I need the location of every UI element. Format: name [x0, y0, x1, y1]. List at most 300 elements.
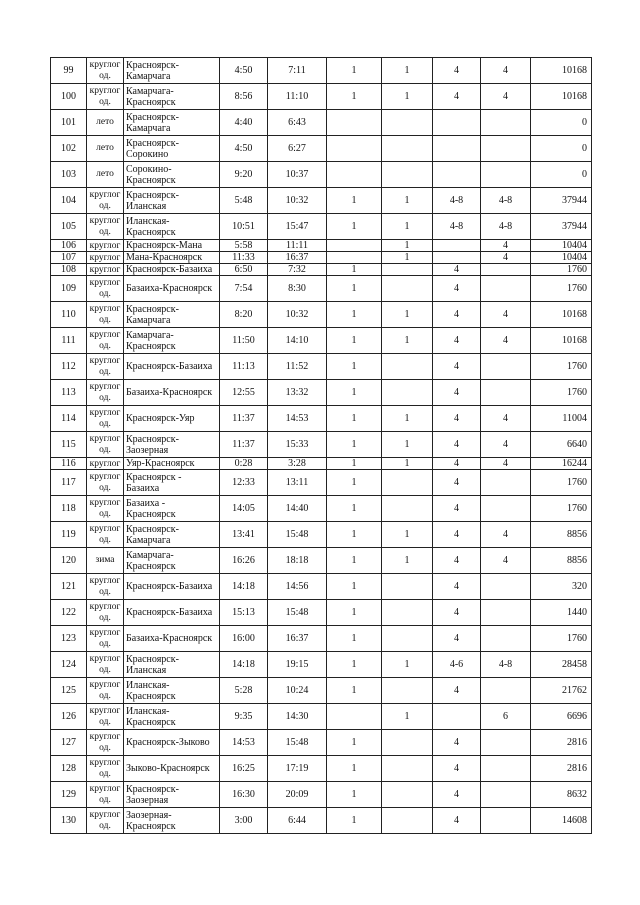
total-cell: 8632	[531, 782, 592, 808]
count-c-cell: 4	[433, 678, 481, 704]
count-a-cell: 1	[327, 188, 382, 214]
season-cell-line: од.	[99, 820, 111, 831]
row-number-cell: 107	[51, 252, 87, 264]
departure-time-cell: 3:00	[220, 808, 268, 834]
table-row	[51, 756, 592, 782]
count-d-cell	[481, 136, 531, 162]
count-b-cell: 1	[382, 214, 433, 240]
count-d-cell	[481, 574, 531, 600]
total-cell: 10168	[531, 84, 592, 110]
count-a-cell: 1	[327, 678, 382, 704]
season-cell-line: од.	[99, 768, 111, 779]
season-cell-line: круглог	[89, 783, 121, 794]
route-cell-line: Красноярск-	[126, 783, 179, 795]
season-cell-line: од.	[99, 444, 111, 455]
route-cell-line: Заозерная	[126, 794, 169, 806]
count-a-cell: 1	[327, 782, 382, 808]
table-row	[51, 354, 592, 380]
count-b-cell	[382, 600, 433, 626]
count-a-cell: 1	[327, 432, 382, 458]
route-cell-line: Красноярск-Базаиха	[126, 263, 213, 275]
season-cell	[87, 626, 124, 652]
route-cell-line: Красноярск	[126, 96, 176, 108]
season-cell-line: од.	[99, 794, 111, 805]
route-cell-line: Красноярск-	[126, 303, 179, 315]
count-d-cell	[481, 756, 531, 782]
table-row	[51, 406, 592, 432]
count-d-cell	[481, 354, 531, 380]
count-c-cell: 4	[433, 756, 481, 782]
count-a-cell: 1	[327, 380, 382, 406]
departure-time-cell: 11:37	[220, 432, 268, 458]
count-b-cell	[382, 756, 433, 782]
arrival-time-cell: 8:30	[268, 276, 327, 302]
count-a-cell: 1	[327, 808, 382, 834]
route-cell-line: Заозерная-	[126, 809, 172, 821]
count-d-cell	[481, 808, 531, 834]
route-cell-line: Базаиха -	[126, 497, 166, 509]
row-number-cell: 125	[51, 678, 87, 704]
season-cell-line: круглог	[89, 575, 121, 586]
count-c-cell: 4	[433, 574, 481, 600]
table-row	[51, 808, 592, 834]
season-cell-line: лето	[96, 143, 114, 153]
count-d-cell: 4	[481, 432, 531, 458]
table-row	[51, 522, 592, 548]
season-cell-line: круглог	[89, 809, 121, 820]
count-a-cell: 1	[327, 522, 382, 548]
route-cell-line: Иланская-	[126, 215, 170, 227]
table-row	[51, 470, 592, 496]
season-cell-line: круглог	[89, 653, 121, 664]
row-number-cell: 110	[51, 302, 87, 328]
arrival-time-cell: 10:24	[268, 678, 327, 704]
departure-time-cell: 16:26	[220, 548, 268, 574]
departure-time-cell: 8:20	[220, 302, 268, 328]
route-cell-line: Красноярск-Базаиха	[126, 361, 213, 372]
season-cell	[87, 678, 124, 704]
table-row	[51, 240, 592, 252]
count-d-cell: 4	[481, 458, 531, 470]
season-cell-line: круглог	[89, 355, 121, 366]
row-number-cell: 113	[51, 380, 87, 406]
season-cell	[87, 600, 124, 626]
season-cell-line: круглог	[89, 407, 121, 418]
count-d-cell	[481, 110, 531, 136]
count-c-cell: 4	[433, 470, 481, 496]
arrival-time-cell: 17:19	[268, 756, 327, 782]
count-b-cell	[382, 380, 433, 406]
season-cell-line: круглог	[89, 264, 121, 275]
season-cell-line: круглог	[89, 433, 121, 444]
route-cell	[124, 704, 220, 730]
table-row	[51, 782, 592, 808]
route-cell-line: Камарчага	[126, 70, 171, 82]
table-row	[51, 136, 592, 162]
season-cell	[87, 188, 124, 214]
route-cell-line: Иланская	[126, 200, 167, 212]
arrival-time-cell: 6:27	[268, 136, 327, 162]
route-cell-line: Красноярск	[126, 226, 176, 238]
departure-time-cell: 0:28	[220, 458, 268, 470]
table-row	[51, 730, 592, 756]
departure-time-cell: 4:50	[220, 136, 268, 162]
arrival-time-cell: 3:28	[268, 458, 327, 470]
count-a-cell: 1	[327, 626, 382, 652]
season-cell-line: од.	[99, 508, 111, 519]
route-cell-line: Красноярск	[126, 560, 176, 572]
table-row	[51, 110, 592, 136]
count-c-cell: 4	[433, 600, 481, 626]
season-cell-line: од.	[99, 392, 111, 403]
count-d-cell: 4	[481, 328, 531, 354]
season-cell	[87, 252, 124, 264]
count-b-cell	[382, 626, 433, 652]
season-cell-line: од.	[99, 314, 111, 325]
season-cell	[87, 730, 124, 756]
row-number-cell: 112	[51, 354, 87, 380]
departure-time-cell: 12:33	[220, 470, 268, 496]
season-cell-line: круглог	[89, 757, 121, 768]
count-d-cell: 6	[481, 704, 531, 730]
count-a-cell: 1	[327, 600, 382, 626]
row-number-cell: 106	[51, 240, 87, 252]
route-cell-line: Базаиха-Красноярск	[126, 387, 213, 398]
arrival-time-cell: 6:44	[268, 808, 327, 834]
departure-time-cell: 16:30	[220, 782, 268, 808]
season-cell-line: круглог	[89, 458, 121, 469]
arrival-time-cell: 14:40	[268, 496, 327, 522]
count-b-cell: 1	[382, 328, 433, 354]
season-cell-line: круглог	[89, 731, 121, 742]
season-cell	[87, 214, 124, 240]
count-b-cell: 1	[382, 522, 433, 548]
route-cell-line: Иланская	[126, 664, 167, 676]
count-c-cell	[433, 240, 481, 252]
table-row	[51, 162, 592, 188]
route-cell	[124, 652, 220, 678]
count-d-cell: 4	[481, 548, 531, 574]
count-b-cell: 1	[382, 432, 433, 458]
count-d-cell	[481, 276, 531, 302]
route-cell	[124, 276, 220, 302]
season-cell	[87, 756, 124, 782]
total-cell: 1760	[531, 496, 592, 522]
route-cell-line: Уяр-Красноярск	[126, 457, 195, 469]
total-cell: 10168	[531, 302, 592, 328]
arrival-time-cell: 15:33	[268, 432, 327, 458]
total-cell: 10168	[531, 328, 592, 354]
season-cell-line: од.	[99, 200, 111, 211]
departure-time-cell: 12:55	[220, 380, 268, 406]
route-cell	[124, 756, 220, 782]
count-c-cell: 4	[433, 354, 481, 380]
arrival-time-cell: 15:48	[268, 600, 327, 626]
departure-time-cell: 5:58	[220, 240, 268, 252]
row-number-cell: 118	[51, 496, 87, 522]
route-cell-line: Красноярск-Мана	[126, 239, 203, 251]
count-d-cell	[481, 626, 531, 652]
season-cell-line: круглог	[89, 252, 121, 263]
count-d-cell	[481, 380, 531, 406]
season-cell-line: круглог	[89, 679, 121, 690]
departure-time-cell: 9:20	[220, 162, 268, 188]
season-cell-line: од.	[99, 612, 111, 623]
count-a-cell: 1	[327, 214, 382, 240]
route-cell-line: Красноярск-Базаиха	[126, 581, 213, 592]
season-cell-line: круглог	[89, 705, 121, 716]
count-c-cell	[433, 110, 481, 136]
row-number-cell: 101	[51, 110, 87, 136]
arrival-time-cell: 16:37	[268, 252, 327, 264]
table-row	[51, 380, 592, 406]
total-cell: 10404	[531, 252, 592, 264]
route-cell	[124, 188, 220, 214]
total-cell: 0	[531, 110, 592, 136]
total-cell: 8856	[531, 522, 592, 548]
count-c-cell	[433, 136, 481, 162]
arrival-time-cell: 14:10	[268, 328, 327, 354]
arrival-time-cell: 13:32	[268, 380, 327, 406]
season-cell	[87, 276, 124, 302]
count-c-cell: 4	[433, 58, 481, 84]
count-c-cell: 4	[433, 626, 481, 652]
departure-time-cell: 5:28	[220, 678, 268, 704]
route-cell	[124, 600, 220, 626]
count-c-cell: 4	[433, 432, 481, 458]
count-c-cell	[433, 162, 481, 188]
table-row	[51, 652, 592, 678]
count-d-cell	[481, 496, 531, 522]
season-cell-line: од.	[99, 586, 111, 597]
count-d-cell	[481, 782, 531, 808]
count-c-cell: 4-6	[433, 652, 481, 678]
route-cell-line: Камарчага	[126, 122, 171, 134]
table-row	[51, 626, 592, 652]
season-cell	[87, 84, 124, 110]
route-cell	[124, 302, 220, 328]
arrival-time-cell: 14:56	[268, 574, 327, 600]
total-cell: 0	[531, 136, 592, 162]
count-a-cell: 1	[327, 84, 382, 110]
count-a-cell: 1	[327, 730, 382, 756]
route-cell	[124, 380, 220, 406]
route-cell-line: Красноярск-	[126, 433, 179, 445]
count-c-cell	[433, 704, 481, 730]
departure-time-cell: 15:13	[220, 600, 268, 626]
table-row	[51, 276, 592, 302]
arrival-time-cell: 15:48	[268, 730, 327, 756]
season-cell	[87, 240, 124, 252]
arrival-time-cell: 7:11	[268, 58, 327, 84]
row-number-cell: 103	[51, 162, 87, 188]
departure-time-cell: 11:13	[220, 354, 268, 380]
count-d-cell	[481, 600, 531, 626]
arrival-time-cell: 14:30	[268, 704, 327, 730]
route-cell	[124, 730, 220, 756]
table-row	[51, 302, 592, 328]
count-b-cell: 1	[382, 652, 433, 678]
count-d-cell	[481, 264, 531, 276]
season-cell	[87, 808, 124, 834]
season-cell	[87, 110, 124, 136]
route-cell-line: Красноярск-Зыково	[126, 737, 210, 748]
total-cell: 6696	[531, 704, 592, 730]
count-a-cell	[327, 252, 382, 264]
count-b-cell	[382, 678, 433, 704]
count-a-cell: 1	[327, 548, 382, 574]
season-cell-line: од.	[99, 664, 111, 675]
total-cell: 2816	[531, 756, 592, 782]
total-cell: 37944	[531, 188, 592, 214]
route-cell-line: Зыково-Красноярск	[126, 763, 210, 774]
route-cell	[124, 496, 220, 522]
route-cell-line: Красноярск	[126, 174, 176, 186]
count-a-cell: 1	[327, 458, 382, 470]
arrival-time-cell: 10:32	[268, 302, 327, 328]
row-number-cell: 111	[51, 328, 87, 354]
row-number-cell: 126	[51, 704, 87, 730]
count-a-cell: 1	[327, 328, 382, 354]
table-row	[51, 84, 592, 110]
route-cell	[124, 264, 220, 276]
total-cell: 10404	[531, 240, 592, 252]
route-cell-line: Красноярск	[126, 820, 176, 832]
route-cell	[124, 574, 220, 600]
arrival-time-cell: 6:43	[268, 110, 327, 136]
route-cell-line: Камарчага-	[126, 85, 174, 97]
count-c-cell	[433, 252, 481, 264]
table-row	[51, 188, 592, 214]
count-b-cell	[382, 136, 433, 162]
route-cell-line: Красноярск	[126, 716, 176, 728]
route-cell	[124, 240, 220, 252]
route-cell-line: Иланская-	[126, 705, 170, 717]
count-c-cell: 4	[433, 496, 481, 522]
count-b-cell: 1	[382, 188, 433, 214]
count-b-cell: 1	[382, 84, 433, 110]
season-cell-line: од.	[99, 96, 111, 107]
route-cell-line: Камарчага-	[126, 549, 174, 561]
route-cell-line: Красноярск-	[126, 189, 179, 201]
arrival-time-cell: 13:11	[268, 470, 327, 496]
row-number-cell: 115	[51, 432, 87, 458]
total-cell: 1760	[531, 380, 592, 406]
route-cell-line: Красноярск-Уяр	[126, 413, 195, 424]
departure-time-cell: 8:56	[220, 84, 268, 110]
row-number-cell: 109	[51, 276, 87, 302]
departure-time-cell: 14:05	[220, 496, 268, 522]
season-cell-line: круглог	[89, 303, 121, 314]
table-row	[51, 214, 592, 240]
season-cell-line: лето	[96, 117, 114, 127]
count-a-cell: 1	[327, 406, 382, 432]
route-cell-line: Камарчага-	[126, 329, 174, 341]
arrival-time-cell: 11:10	[268, 84, 327, 110]
count-b-cell: 1	[382, 252, 433, 264]
count-a-cell	[327, 136, 382, 162]
arrival-time-cell: 10:32	[268, 188, 327, 214]
route-cell	[124, 162, 220, 188]
departure-time-cell: 9:35	[220, 704, 268, 730]
departure-time-cell: 11:33	[220, 252, 268, 264]
count-b-cell: 1	[382, 548, 433, 574]
route-cell-line: Камарчага	[126, 534, 171, 546]
season-cell-line: круглог	[89, 59, 121, 70]
table-row	[51, 548, 592, 574]
total-cell: 10168	[531, 58, 592, 84]
total-cell: 16244	[531, 458, 592, 470]
count-b-cell: 1	[382, 406, 433, 432]
departure-time-cell: 14:18	[220, 574, 268, 600]
total-cell: 320	[531, 574, 592, 600]
table-row	[51, 704, 592, 730]
season-cell-line: круглог	[89, 497, 121, 508]
route-cell-line: Красноярск	[126, 340, 176, 352]
route-cell-line: Сорокино	[126, 148, 169, 160]
count-d-cell: 4	[481, 240, 531, 252]
count-b-cell: 1	[382, 458, 433, 470]
arrival-time-cell: 18:18	[268, 548, 327, 574]
schedule-table-body	[51, 58, 592, 834]
total-cell: 6640	[531, 432, 592, 458]
route-cell-line: Заозерная	[126, 444, 169, 456]
departure-time-cell: 13:41	[220, 522, 268, 548]
arrival-time-cell: 16:37	[268, 626, 327, 652]
route-cell-line: Красноярск-Базаиха	[126, 607, 213, 618]
season-cell	[87, 264, 124, 276]
season-cell	[87, 58, 124, 84]
season-cell	[87, 548, 124, 574]
departure-time-cell: 14:53	[220, 730, 268, 756]
table-row	[51, 600, 592, 626]
count-c-cell: 4	[433, 808, 481, 834]
table-row	[51, 264, 592, 276]
season-cell	[87, 162, 124, 188]
season-cell-line: од.	[99, 482, 111, 493]
count-a-cell: 1	[327, 470, 382, 496]
table-row	[51, 58, 592, 84]
route-cell	[124, 214, 220, 240]
count-b-cell	[382, 276, 433, 302]
season-cell	[87, 302, 124, 328]
total-cell: 14608	[531, 808, 592, 834]
count-c-cell: 4	[433, 522, 481, 548]
count-d-cell: 4-8	[481, 214, 531, 240]
route-cell	[124, 470, 220, 496]
season-cell-line: круглог	[89, 240, 121, 251]
row-number-cell: 121	[51, 574, 87, 600]
total-cell: 28458	[531, 652, 592, 678]
count-a-cell: 1	[327, 354, 382, 380]
arrival-time-cell: 11:52	[268, 354, 327, 380]
season-cell	[87, 380, 124, 406]
season-cell-line: од.	[99, 288, 111, 299]
route-cell	[124, 458, 220, 470]
route-cell	[124, 548, 220, 574]
route-cell	[124, 110, 220, 136]
count-c-cell: 4-8	[433, 188, 481, 214]
season-cell-line: од.	[99, 226, 111, 237]
season-cell	[87, 354, 124, 380]
row-number-cell: 99	[51, 58, 87, 84]
route-cell	[124, 354, 220, 380]
count-b-cell	[382, 110, 433, 136]
departure-time-cell: 7:54	[220, 276, 268, 302]
count-c-cell: 4	[433, 548, 481, 574]
season-cell-line: круглог	[89, 381, 121, 392]
count-a-cell: 1	[327, 264, 382, 276]
